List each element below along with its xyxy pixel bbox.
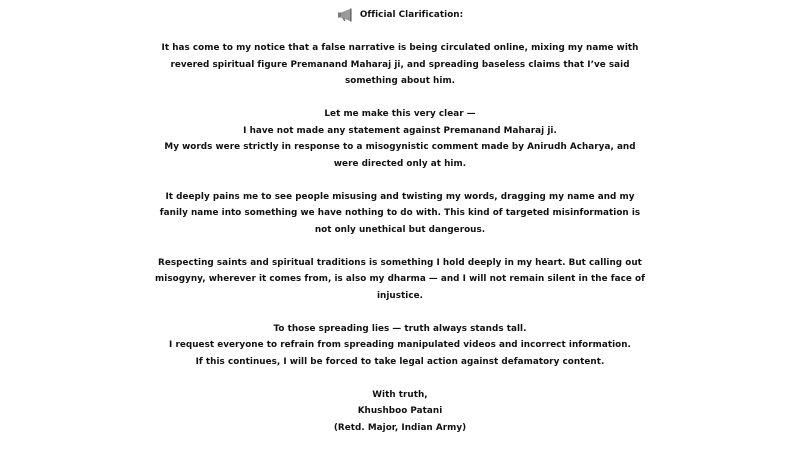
paragraph-respect [0,255,800,305]
paragraph-warning [0,321,800,371]
statement-title-text: Official Clarification: [359,10,464,20]
paragraph-line: My words were strictly in response to a misogynistic comment made by Anirudh Acharya, and [164,142,636,152]
paragraph-line: not only unethical but dangerous. [314,224,486,235]
paragraph-line: I have not made any statement against Premanand Maharaj ji. [243,125,557,136]
paragraph-line: To those spreading lies — truth always stands tall. [273,323,527,334]
megaphone-icon [337,8,355,22]
paragraph-line: It has come to my notice that a false narrative is being circulated online, mixing my name with [161,43,639,53]
paragraph-line: Let me make this very clear — [324,109,476,119]
paragraph-line: fanily name into something we have nothing to do with. This kind of targeted misinformation is [159,208,641,218]
paragraph-line: something about him. [344,76,456,86]
paragraph-line: misogyny, wherever it comes from, is also my dharma — and I will not remain silent in the face of [155,274,645,284]
signature-block [0,387,800,437]
statement-title [0,7,800,24]
paragraph-line: Respecting saints and spiritual traditions is something I hold deeply in my heart. But calling out [158,257,642,268]
paragraph-line: revered spiritual figure Premanand Maharaj ji, and spreading baseless claims that I’ve said [170,59,630,70]
paragraph-clarification [0,106,800,172]
paragraph-line: were directed only at him. [333,158,467,169]
paragraph-line: If this continues, I will be forced to take legal action against defamatory content. [195,356,605,367]
signature-closing: With truth, [372,389,428,400]
paragraph-line: injustice. [376,290,424,301]
paragraph-narrative [0,40,800,90]
signature-role: (Retd. Major, Indian Army) [333,422,467,433]
paragraph-misuse [0,189,800,239]
signature-name: Khushboo Patani [357,406,443,416]
paragraph-line: I request everyone to refrain from spreading manipulated videos and incorrect information. [169,340,631,350]
paragraph-line: It deeply pains me to see people misusing and twisting my words, dragging my name and my [165,191,635,202]
